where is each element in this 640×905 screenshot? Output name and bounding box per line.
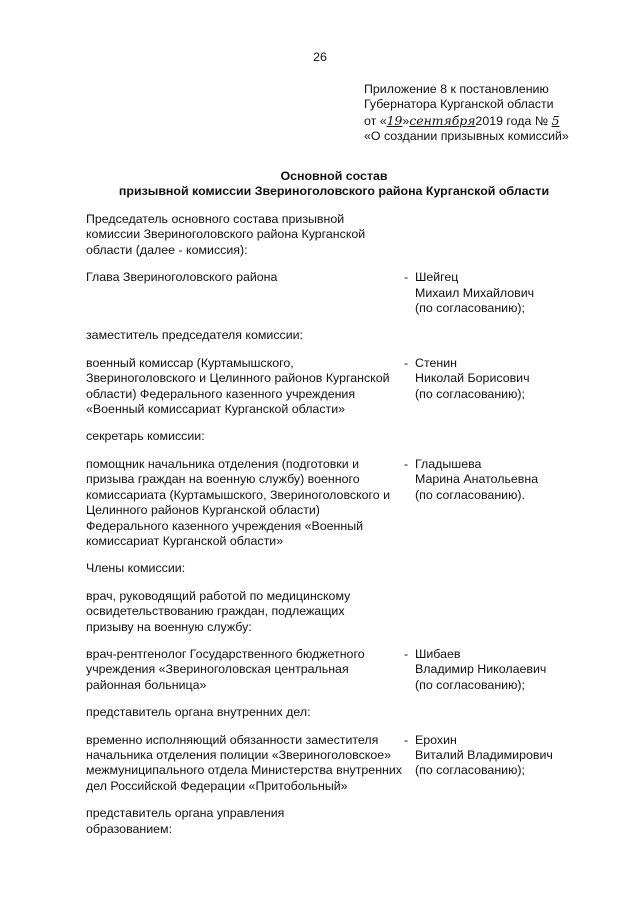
member-dash: -: [404, 456, 409, 471]
member-name: Виталий Владимирович: [415, 747, 553, 762]
member-dash: -: [404, 646, 409, 661]
section-heading: представитель органа управления образованием:: [86, 806, 285, 836]
title-line-1: Основной состав: [280, 169, 388, 183]
handwritten-month: сентября: [409, 112, 476, 128]
handwritten-number: 5: [551, 112, 560, 128]
appendix-date-mid: »: [402, 113, 410, 128]
member-name: Марина Анатольевна: [415, 472, 539, 487]
appendix-line-4: «О создании призывных комиссий»: [364, 129, 569, 144]
member-note: (по согласованию);: [415, 301, 525, 316]
member-note: (по согласованию);: [415, 677, 525, 692]
member-name: Михаил Михайлович: [415, 285, 535, 300]
member-position: врач-рентгенолог Государственного бюджетного учреждения «Звериноголовская центральная районная больница»: [86, 646, 365, 692]
appendix-line-1: Приложение 8 к постановлению: [364, 82, 549, 96]
member-dash: -: [404, 270, 409, 285]
member-dash: -: [404, 355, 409, 370]
member-surname: Шейгец: [415, 270, 459, 285]
section-heading: Председатель основного состава призывной комиссии Звериноголовского района Курганской области (далее - комиссия):: [86, 212, 366, 257]
appendix-line-3: [364, 113, 634, 129]
member-name-block: [415, 647, 546, 693]
member-note: (по согласованию);: [415, 386, 525, 401]
appendix-date-prefix: от «: [364, 113, 387, 128]
title-line-2: призывной комиссии Звериноголовского района Курганской области: [118, 184, 550, 199]
member-surname: Ерохин: [415, 732, 457, 747]
member-name: Владимир Николаевич: [415, 662, 547, 677]
member-row: [86, 270, 566, 316]
member-person: [404, 457, 566, 549]
commission-list: [86, 212, 566, 849]
section-heading: секретарь комиссии:: [86, 429, 205, 444]
appendix-block: [364, 82, 634, 145]
member-position: временно исполняющий обязанности заместителя начальника отделения полиции «Звериноголовское» межмуниципального отдела Министерства внутренних дел Российской Федерации «Притобольный»: [86, 732, 402, 793]
section-heading: представитель органа внутренних дел:: [86, 705, 311, 720]
member-dash: -: [404, 732, 409, 747]
member-row: [86, 647, 566, 693]
member-surname: Шибаев: [415, 646, 461, 661]
appendix-year: 2019 года №: [475, 113, 549, 128]
member-name-block: [415, 270, 534, 316]
member-person: [404, 356, 566, 418]
member-person: [404, 647, 566, 693]
member-name-block: [415, 733, 553, 795]
member-surname: Гладышева: [415, 456, 482, 471]
member-row: [86, 733, 566, 795]
member-surname: Стенин: [415, 355, 457, 370]
member-person: [404, 733, 566, 795]
section-heading: Члены комиссии:: [86, 561, 186, 576]
appendix-line-2: Губернатора Курганской области: [364, 97, 554, 112]
page-number: 26: [313, 50, 327, 64]
member-row: [86, 457, 566, 549]
handwritten-day: 19: [386, 112, 403, 128]
member-person: [404, 270, 566, 316]
member-note: (по согласованию);: [415, 763, 525, 778]
member-name-block: [415, 457, 538, 549]
section-heading: заместитель председателя комиссии:: [86, 328, 303, 343]
member-note: (по согласованию).: [415, 487, 525, 502]
member-name: Николай Борисович: [415, 371, 530, 386]
document-title: [86, 169, 582, 200]
section-heading: врач, руководящий работой по медицинскому освидетельствованию граждан, подлежащих призыву на военную службу:: [86, 588, 351, 634]
member-name-block: [415, 356, 530, 418]
member-position: военный комиссар (Куртамышского, Звериноголовского и Целинного районов Курганской области) Федерального казенного учреждения «Военный комиссариат Курганской области»: [86, 355, 390, 417]
member-position: Глава Звериноголовского района: [86, 270, 278, 285]
member-row: [86, 356, 566, 418]
member-position: помощник начальника отделения (подготовки и призыва граждан на военную службу) военного комиссариата (Куртамышского, Звериноголовского и Целинного районов Курганской области) Федерального казенного учреждения «Военный комиссариат Курганской области»: [86, 456, 391, 548]
